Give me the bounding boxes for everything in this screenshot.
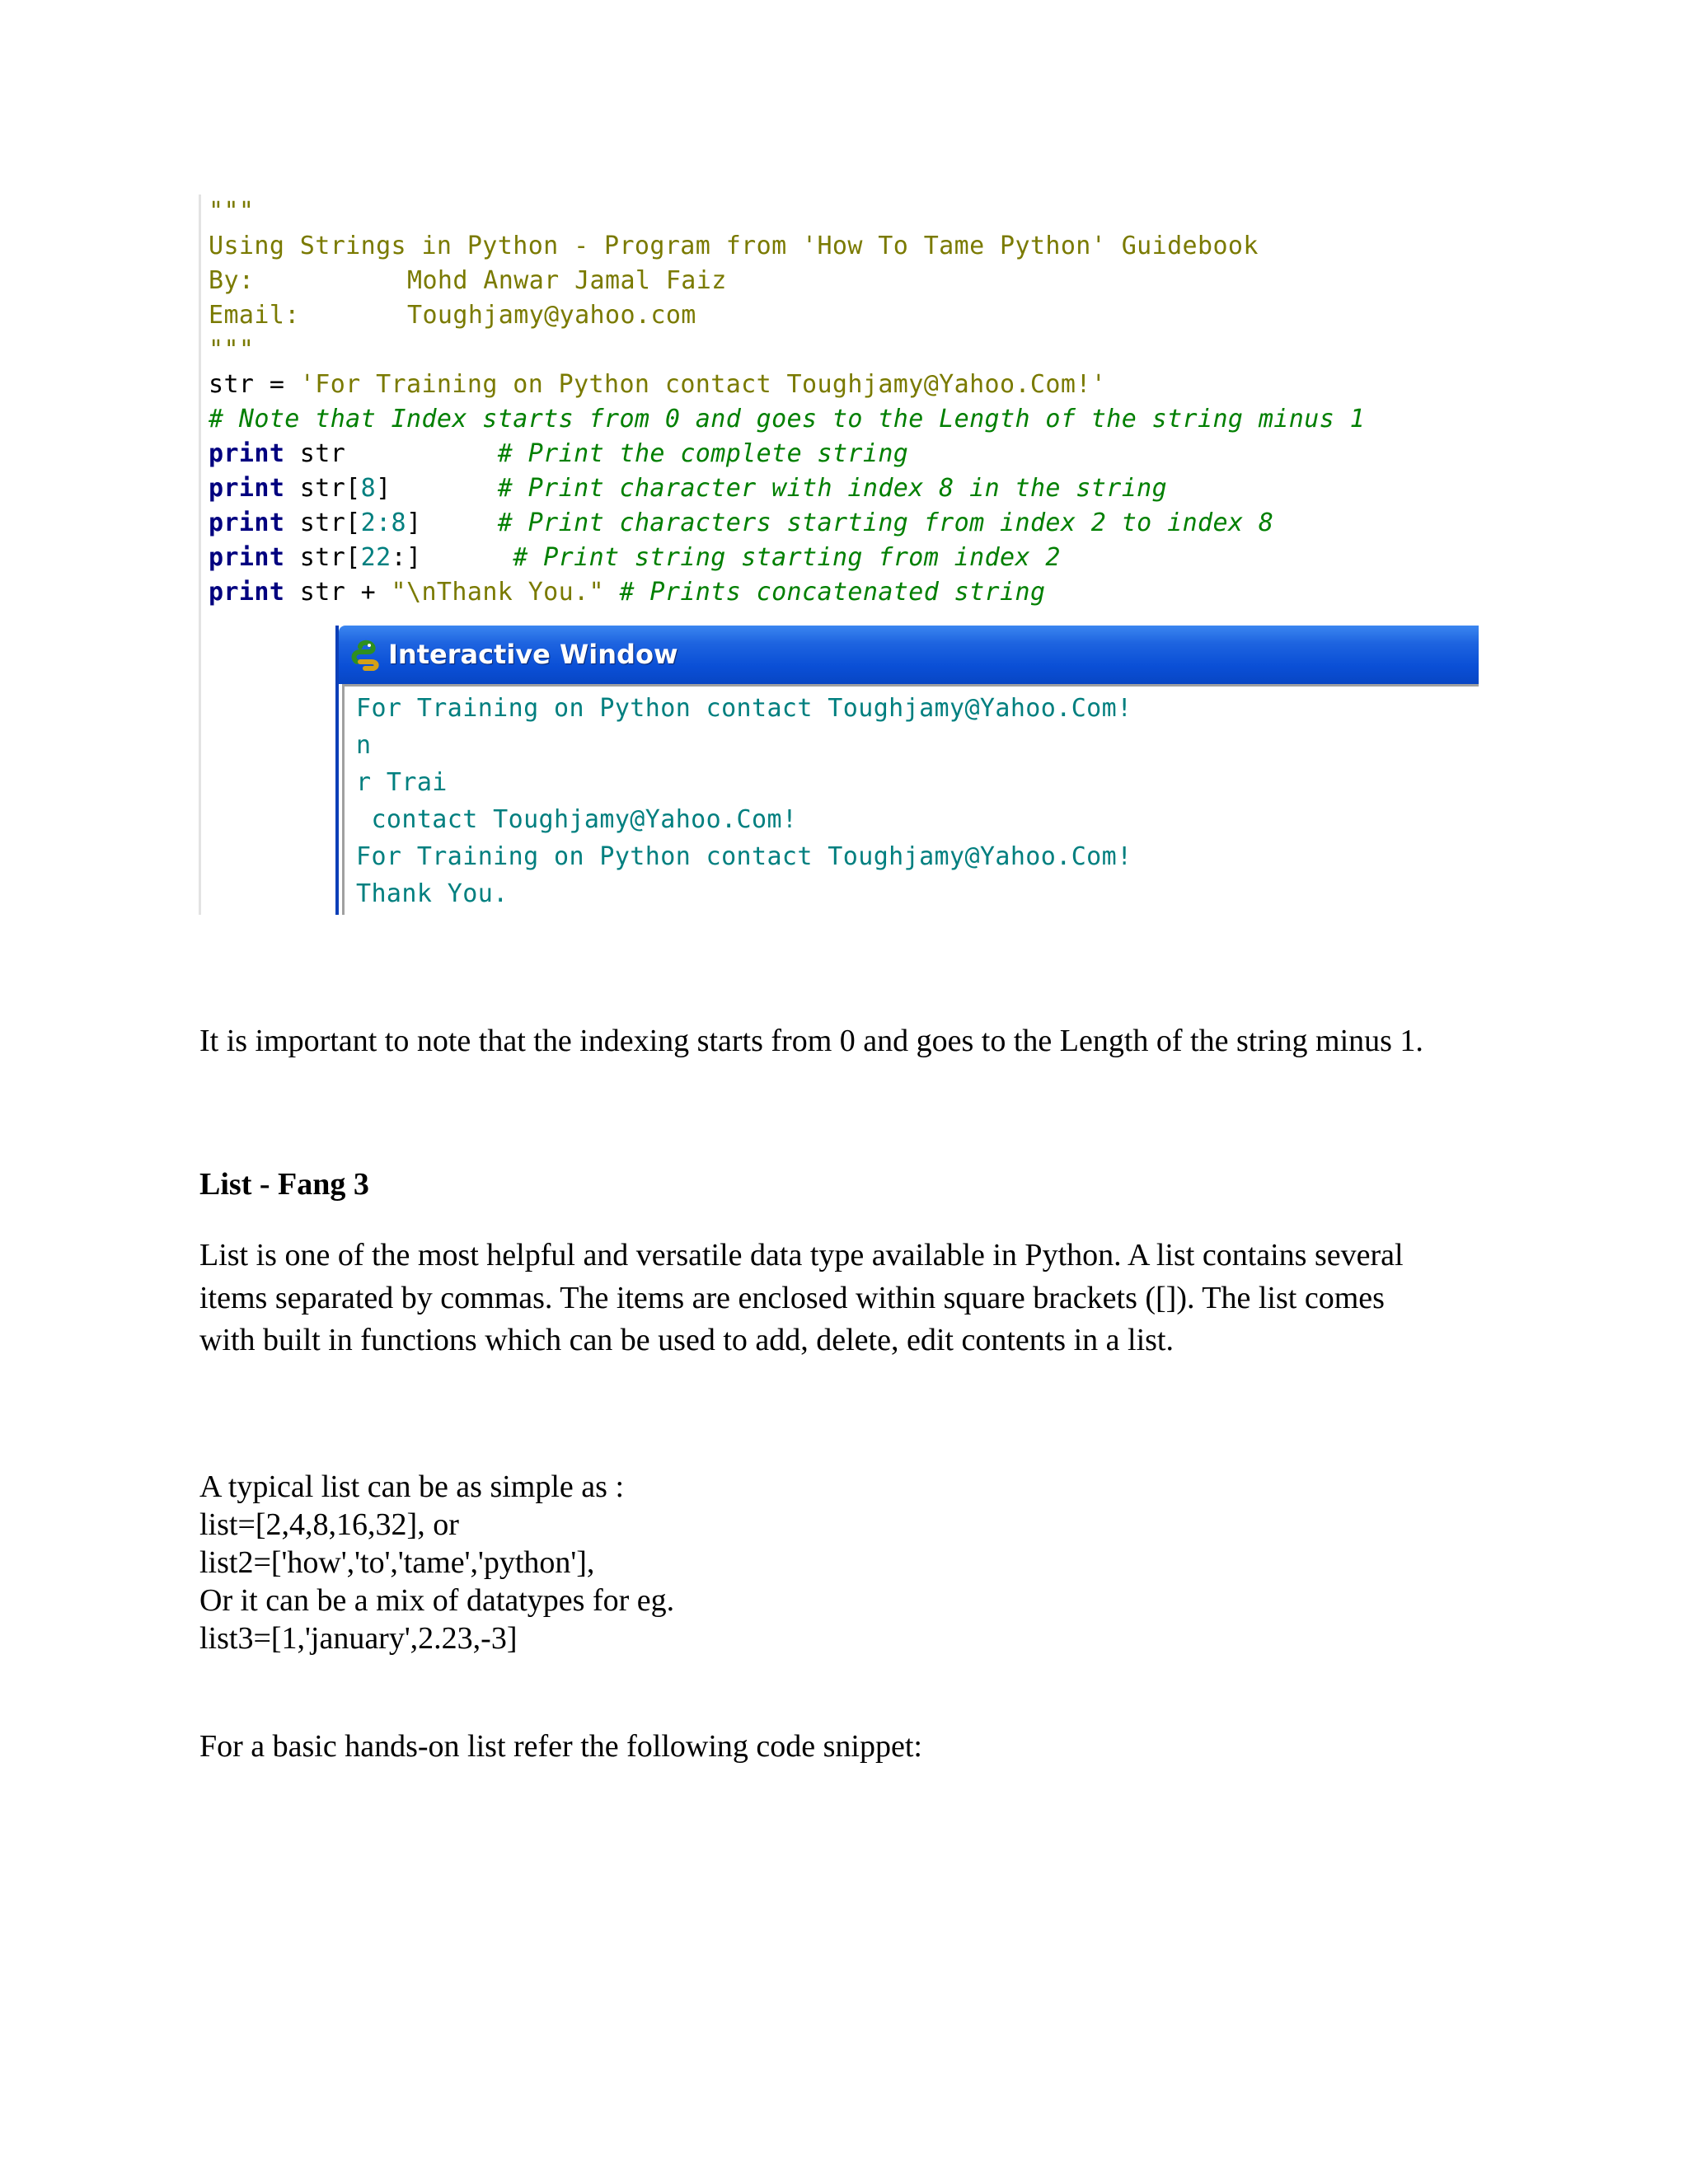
print-comment: # Print characters starting from index 2 to index 8 [497, 509, 1274, 537]
paragraph-line: with built in functions which can be used to add, delete, edit contents in a list. [199, 1323, 1174, 1357]
output-line: contact Toughjamy@Yahoo.Com! [356, 805, 798, 834]
print-keyword: print [209, 439, 285, 468]
interactive-window [335, 626, 1479, 915]
print-index: 22 [360, 543, 392, 572]
paragraph-line: List is one of the most helpful and versatile data type available in Python. A list contains several [199, 1238, 1404, 1272]
print-keyword: print [209, 474, 285, 503]
output-line: n [356, 731, 372, 760]
docstring-by [209, 264, 727, 298]
hands-on-intro: For a basic hands-on list refer the following code snippet: [199, 1729, 922, 1764]
code-screenshot [199, 194, 1478, 915]
docstring-email [209, 298, 696, 333]
docstring-title: Using Strings in Python - Program from 'How To Tame Python' Guidebook [209, 232, 1259, 260]
print-index: 8 [360, 474, 377, 503]
example-line: list3=[1,'january',2.23,-3] [199, 1621, 518, 1656]
print-line-2 [209, 471, 1167, 506]
print-keyword: print [209, 509, 285, 537]
email-value: Toughjamy@yahoo.com [407, 301, 696, 330]
print-line-4 [209, 541, 1061, 575]
interactive-window-title: Interactive Window [388, 639, 678, 670]
print-arg-close: :] [391, 543, 422, 572]
print-pad [421, 509, 497, 537]
note-comment: # Note that Index starts from 0 and goes to the Length of the string minus 1 [209, 405, 1366, 434]
docstring-open: """ [209, 197, 255, 226]
print-pad [392, 474, 498, 503]
interactive-window-titlebar[interactable] [339, 626, 1479, 684]
example-line: list2=['how','to','tame','python'], [199, 1545, 595, 1580]
print-arg: str[ [284, 474, 361, 503]
example-line: A typical list can be as simple as : [199, 1469, 625, 1504]
print-line-5 [209, 575, 1045, 610]
python-snake-icon [349, 637, 383, 672]
assign-var: str = [209, 370, 300, 399]
by-label: By: [209, 266, 255, 295]
email-label: Email: [209, 301, 300, 330]
paragraph-line: items separated by commas. The items are enclosed within square brackets ([]). The list comes [199, 1281, 1385, 1315]
output-line: r Trai [356, 768, 448, 797]
print-line-1 [209, 437, 908, 471]
print-pad [345, 439, 498, 468]
docstring-close: """ [209, 335, 255, 364]
print-comment: # Print character with index 8 in the string [497, 474, 1168, 503]
assign-value: 'For Training on Python contact Toughjamy@Yahoo.Com!' [299, 370, 1107, 399]
print-comment: # Prints concatenated string [619, 578, 1046, 607]
assign-line [209, 368, 1106, 402]
print-comment: # Print the complete string [497, 439, 909, 468]
print-arg: str[ [284, 509, 361, 537]
by-value: Mohd Anwar Jamal Faiz [407, 266, 727, 295]
print-arg-close: ] [406, 509, 422, 537]
print-string: "\nThank You." [391, 578, 605, 607]
example-line: list=[2,4,8,16,32], or [199, 1507, 459, 1542]
interactive-window-output[interactable] [342, 684, 1479, 915]
print-index: 2:8 [360, 509, 407, 537]
indexing-note: It is important to note that the indexing starts from 0 and goes to the Length of the string minus 1. [199, 1024, 1423, 1058]
print-keyword: print [209, 578, 285, 607]
print-arg: str + [284, 578, 392, 607]
output-line: Thank You. [356, 879, 509, 908]
print-keyword: print [209, 543, 285, 572]
section-heading: List - Fang 3 [199, 1167, 369, 1202]
output-line: For Training on Python contact Toughjamy@Yahoo.Com! [356, 842, 1132, 871]
print-arg: str[ [284, 543, 361, 572]
output-line: For Training on Python contact Toughjamy@Yahoo.Com! [356, 694, 1132, 723]
print-pad [604, 578, 619, 607]
print-comment: # Print string starting from index 2 [513, 543, 1061, 572]
print-pad [422, 543, 513, 572]
print-arg: str [284, 439, 346, 468]
print-arg-close: ] [376, 474, 392, 503]
print-line-3 [209, 506, 1273, 541]
example-line: Or it can be a mix of datatypes for eg. [199, 1583, 675, 1618]
